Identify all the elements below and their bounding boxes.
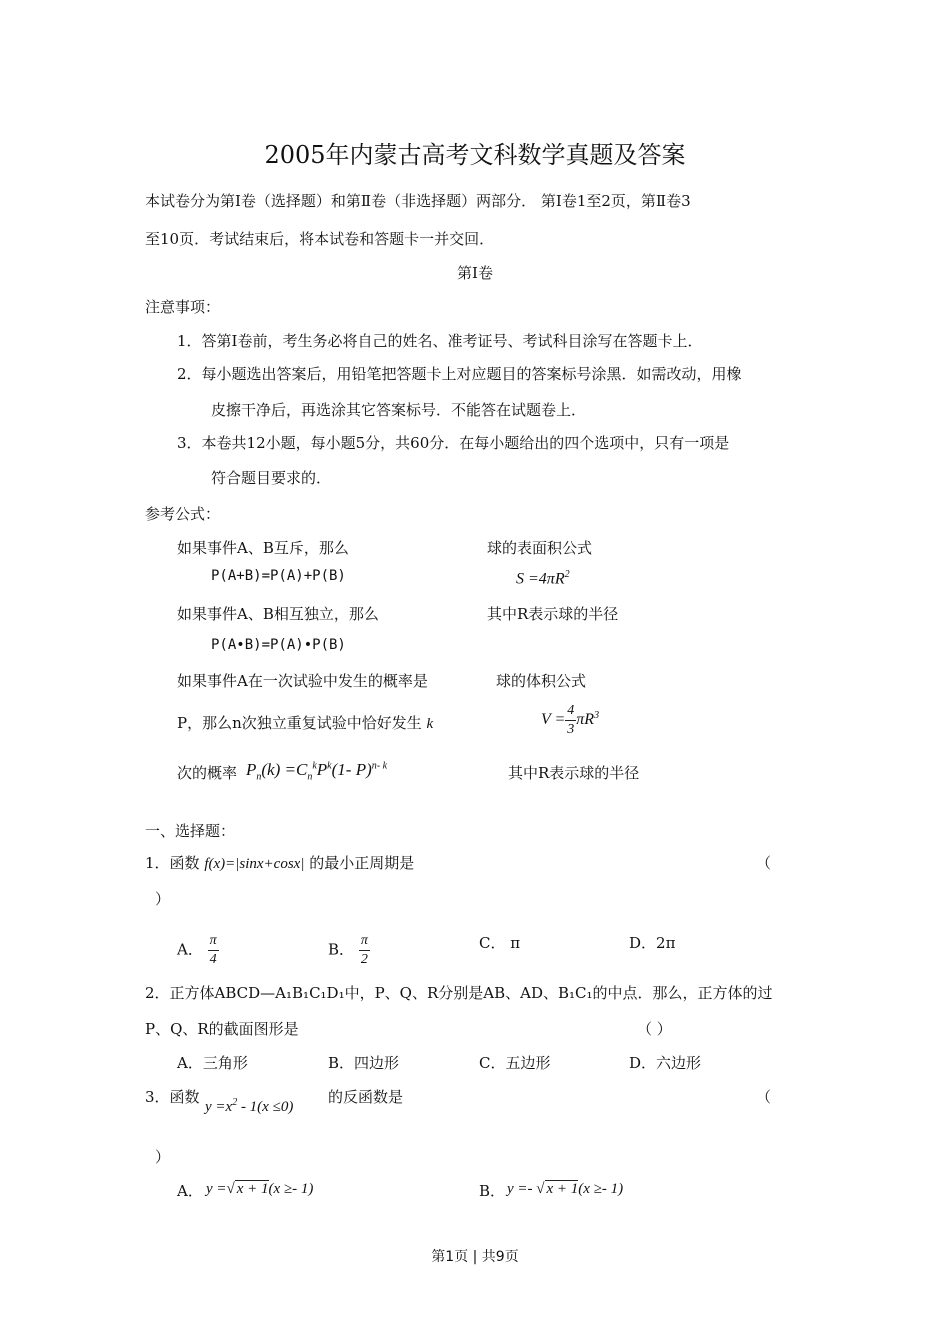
q3-paren-open: （ bbox=[756, 1088, 772, 1106]
notice-item-1: 1．答第Ⅰ卷前，考生务必将自己的姓名、准考证号、考试科目涂写在答题卡上． bbox=[177, 332, 703, 350]
section-title: 第Ⅰ卷 bbox=[457, 264, 493, 282]
q1-option-d: D．2π bbox=[629, 934, 676, 952]
notice-heading: 注意事项： bbox=[145, 298, 221, 316]
formula-left-1: 如果事件A、B互斥，那么 bbox=[177, 539, 349, 557]
notice-item-3-line-2: 符合题目要求的． bbox=[211, 469, 332, 487]
page-title: 2005年内蒙古高考文科数学真题及答案 bbox=[264, 141, 686, 169]
formula-left-5: 次的概率 bbox=[177, 764, 238, 782]
page-footer: 第1页 | 共9页 bbox=[431, 1249, 519, 1265]
q1-paren-close: ） bbox=[155, 890, 171, 908]
formula-left-3: 如果事件A在一次试验中发生的概率是 bbox=[177, 672, 428, 690]
q3-function: $y =x^2 - 1(x \le 0)$ bbox=[205, 1097, 294, 1115]
q1-option-c: C． π bbox=[479, 934, 521, 952]
q1-option-a bbox=[177, 932, 219, 969]
q3-option-b-label: B． bbox=[479, 1182, 506, 1200]
q3-suffix: 的反函数是 bbox=[328, 1088, 404, 1106]
formula-mutually-exclusive: P(A+B)=P(A)+P(B) bbox=[211, 568, 346, 584]
q1-paren-open: （ bbox=[756, 854, 772, 872]
q2-paren: （ ） bbox=[637, 1020, 672, 1038]
question-2-line-2: P、Q、R的截面图形是 bbox=[145, 1020, 299, 1038]
formula-right-4: 其中R表示球的半径 bbox=[508, 764, 640, 782]
notice-item-2-line-2: 皮擦干净后，再选涂其它答案标号．不能答在试题卷上． bbox=[211, 401, 587, 419]
formula-right-3: 球的体积公式 bbox=[496, 672, 587, 690]
formula-independent: P(A•B)=P(A)•P(B) bbox=[211, 637, 346, 653]
intro-line-2: 至10页．考试结束后，将本试卷和答题卡一并交回． bbox=[145, 230, 495, 248]
formula-left-4-k: k bbox=[426, 716, 434, 732]
q1-option-b bbox=[328, 932, 370, 969]
q3-option-a-value: y =√ x + 1(x ≥- 1) bbox=[206, 1181, 314, 1197]
q1-prefix: 1．函数 bbox=[145, 854, 200, 872]
q3-prefix: 3．函数 bbox=[145, 1088, 200, 1106]
formula-left-2: 如果事件A、B相互独立，那么 bbox=[177, 605, 379, 623]
formulas-heading: 参考公式： bbox=[145, 505, 221, 523]
q1-function: f(x)=|sinx+cosx| bbox=[204, 856, 305, 872]
q3-option-a-label: A． bbox=[177, 1182, 203, 1200]
q1-option-b-label: B． bbox=[328, 940, 355, 959]
q1-option-a-label: A． bbox=[177, 940, 203, 959]
sphere-surface-formula: $S =4\pi R^2$ bbox=[516, 569, 570, 588]
question-1 bbox=[145, 852, 414, 873]
part1-heading: 一、选择题： bbox=[145, 822, 236, 840]
formula-left-4 bbox=[177, 712, 433, 733]
q3-option-b-value: y =- √ x + 1(x ≥- 1) bbox=[507, 1181, 624, 1197]
formula-left-4-text: P，那么n次独立重复试验中恰好发生 bbox=[177, 714, 422, 732]
q1-option-a-value: $\frac{\pi}{4}$ bbox=[209, 933, 217, 967]
formula-right-1: 球的表面积公式 bbox=[487, 539, 593, 557]
binomial-probability-formula: $P_n(k) =C_n^kP^k(1-$ P)$^{n- k}$ bbox=[246, 760, 388, 783]
q2-option-d: D．六边形 bbox=[629, 1054, 702, 1072]
notice-item-2-line-1: 2．每小题选出答案后，用铅笔把答题卡上对应题目的答案标号涂黑．如需改动，用橡 bbox=[177, 365, 742, 383]
q3-paren-close: ） bbox=[155, 1148, 171, 1166]
q1-suffix: 的最小正周期是 bbox=[309, 854, 415, 872]
q1-option-b-value: $\frac{\pi}{2}$ bbox=[360, 933, 368, 967]
question-2-line-1: 2．正方体ABCD—A₁B₁C₁D₁中，P、Q、R分别是AB、AD、B₁C₁的中点．那么，正方体的过 bbox=[145, 984, 773, 1002]
q2-option-a: A．三角形 bbox=[177, 1054, 248, 1072]
q2-option-c: C．五边形 bbox=[479, 1054, 551, 1072]
formula-right-2: 其中R表示球的半径 bbox=[487, 605, 619, 623]
sphere-volume-formula: V = $\frac{4}{3}$ $\pi R^3$ bbox=[541, 703, 600, 737]
q2-option-b: B．四边形 bbox=[328, 1054, 400, 1072]
notice-item-3-line-1: 3．本卷共12小题，每小题5分，共60分．在每小题给出的四个选项中，只有一项是 bbox=[177, 434, 730, 452]
intro-line-1: 本试卷分为第Ⅰ卷（选择题）和第Ⅱ卷（非选择题）两部分． 第Ⅰ卷1至2页，第Ⅱ卷3 bbox=[145, 192, 691, 210]
